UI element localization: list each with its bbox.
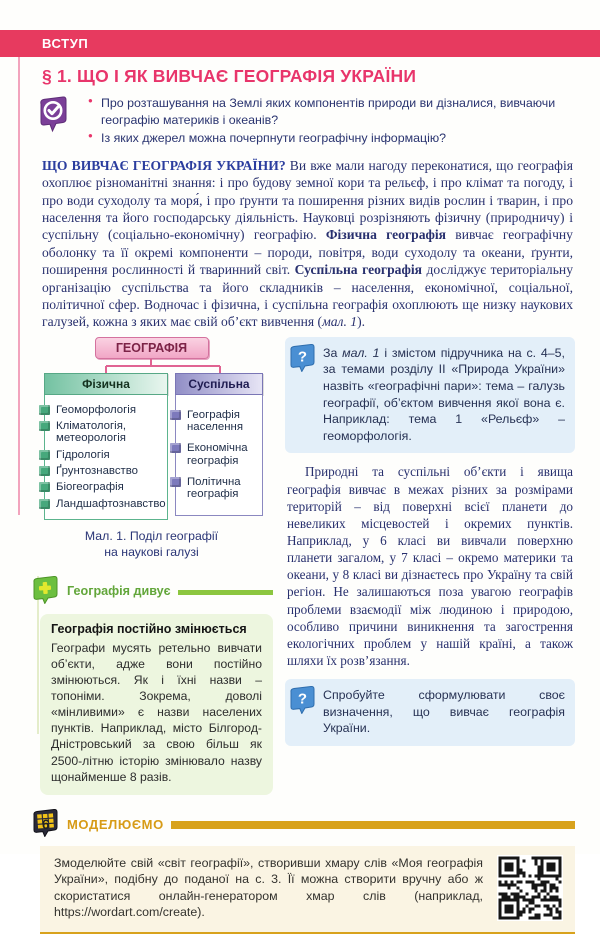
branch-social-header: Суспільна [175, 373, 263, 395]
intro-question: ● Із яких джерел можна почерпнути географічну інформацію? [88, 130, 575, 147]
task-box-2: ? Спробуйте сформулювати своє визначення, що вивчає географія України. [285, 679, 575, 746]
right-column [285, 337, 575, 795]
page-content [30, 62, 575, 934]
geography-surprises-section [30, 574, 273, 795]
branch-physical-header: Фізична [44, 373, 168, 395]
surprise-body: Географи мусять ретельно вивчати об’єкти, адже вони постійно змінюються. Як і їхні назви – топоніми. Зокрема, доволі «мінливими» є назви населених пунктів. Наприклад, місто Білгород-Дністровський за свою більш як 2500-літню історію змінювало назву щонайменше 8 разів. [51, 640, 262, 784]
check-icon [36, 95, 68, 138]
intro-question-list [78, 95, 575, 149]
surprise-rubric-label: Географія дивує [67, 584, 171, 599]
diagram-connector-lines [30, 359, 273, 373]
two-column-zone [30, 337, 575, 795]
svg-text:?: ? [297, 690, 308, 708]
bullet-cube-icon [39, 450, 50, 460]
list-item: Ґрунтознавство [61, 465, 165, 477]
geography-branches-diagram [30, 337, 273, 561]
plus-icon [30, 574, 60, 609]
list-item: Географія населення [192, 409, 260, 434]
chapter-label: ВСТУП [42, 36, 89, 51]
qr-code [497, 855, 563, 921]
left-column [30, 337, 273, 795]
surprise-box [40, 614, 273, 795]
paragraph-title: § 1. ЩО І ЯК ВИВЧАЄ ГЕОГРАФІЯ УКРАЇНИ [42, 66, 417, 86]
intro-questions-block [36, 95, 575, 149]
branch-physical-list [44, 395, 168, 520]
chapter-header-bar [0, 30, 600, 57]
intro-question: ● Про розташування на Землі яких компонентів природи ви дізналися, вивчаючи географію материків і океанів? [88, 95, 575, 128]
surprise-title: Географія постійно змінюється [51, 621, 247, 636]
bullet-cube-icon [39, 466, 50, 476]
modeling-rubric-label: МОДЕЛЮЄМО [67, 816, 164, 832]
branch-social [175, 373, 263, 520]
scale-paragraph: Природні та суспільні об’єкти і явища географія вивчає в межах різних за розмірами територій – від поверхні всієї планети до невеликих місцевостей і окремих пунктів. Наприклад, у 6 класі ви вивчали поверхню планети загалом, у 7 класі – окремо материки та океани, у 8 класі ви дізнаєтесь про Україну та свій регіон. Не залишаються поза увагою географів проблеми взаємодії між людиною і природою, особливо причини виникнення та загострення екологічних проблем у нашій країні, а також шляхи їх розв’язання. [287, 464, 573, 669]
diagram-root-node: ГЕОГРАФІЯ [95, 337, 209, 359]
green-rubric-bar [178, 590, 273, 595]
list-item: Економічна географія [192, 442, 260, 467]
list-item: Гідрологія [61, 449, 165, 461]
list-item: Кліматологія, метеорологія [61, 420, 165, 445]
question-icon [287, 684, 317, 719]
term-social-geography: Суспільна географія [294, 262, 422, 278]
list-item: Біогеографія [61, 481, 165, 493]
question-icon [287, 342, 317, 377]
term-physical-geography: Фізична географія [325, 227, 447, 243]
modeling-header [30, 807, 575, 842]
bullet-cube-icon [39, 421, 50, 431]
svg-text:?: ? [297, 348, 308, 366]
task-box-1: ? За мал. 1 і змістом підручника на с. 4–5, за темами розділу ІІ «Природа України» назвіть «географічні пари»: тема – галузь географії, об’єктом вивчення якої вона є. Наприклад: тема 1 «Рельєф» – геоморфологія. [285, 337, 575, 454]
gold-rubric-bar [171, 821, 575, 829]
bullet-cube-icon [39, 499, 50, 509]
figure-caption: Мал. 1. Поділ географії на наукові галузі [84, 528, 219, 559]
modeling-section [30, 807, 575, 934]
page-number: 6 [42, 817, 50, 832]
list-item: Політична географія [192, 476, 260, 501]
list-item: Геоморфологія [61, 404, 165, 416]
bullet-cube-icon [170, 410, 181, 420]
surprise-header [30, 574, 273, 609]
branch-physical [44, 373, 168, 520]
bullet-cube-icon [170, 443, 181, 453]
diagram-branches [30, 373, 273, 520]
branch-social-list [175, 395, 263, 516]
main-paragraph: ЩО ВИВЧАЄ ГЕОГРАФІЯ УКРАЇНИ? Ви вже мали нагоду переконатися, що географія охоплює різноманітні знання: і про будову земної кори та рельєф, і про клімат та погоду, і про води суходолу та моря́, і про ґрунти та поширення різних видів рослин і тварин, і про населення та його господарську діяльність. Науковці розрізняють фізичну (природничу) і суспільну (соціально-економічну) географію. Фізична географія вивчає географічну оболонку та її окремі компоненти – породи, повітря, води суходолу та океани, ґрунти, поширення рослинності й тваринний світ. Суспільна географія досліджує територіальну організацію суспільства та його складників – населення, економічної, соціальної, політичної сфер. Водночас і фізична, і суспільна географія охоплюють ще низку наукових галузей, кожна з яких має свій об’єкт вивчення (мал. 1). [42, 157, 573, 330]
bullet-cube-icon [39, 405, 50, 415]
bullet-cube-icon [39, 482, 50, 492]
lead-question: ЩО ВИВЧАЄ ГЕОГРАФІЯ УКРАЇНИ? [42, 157, 286, 173]
figure-reference: мал. 1 [322, 314, 358, 330]
modeling-box [40, 846, 575, 934]
left-margin-rule [18, 57, 20, 515]
modeling-task-text: Змоделюйте свій «світ географії», створивши хмару слів «Моя географія України», подібну до поданої на с. 3. Її можна створити вручну або ж скористатися онлайн-генератором хмар слів (наприклад, https://wordart.com/create). [54, 855, 483, 920]
list-item: Ландшафтознавство [61, 498, 165, 510]
bullet-cube-icon [170, 477, 181, 487]
figure-reference: мал. 1 [342, 345, 380, 360]
